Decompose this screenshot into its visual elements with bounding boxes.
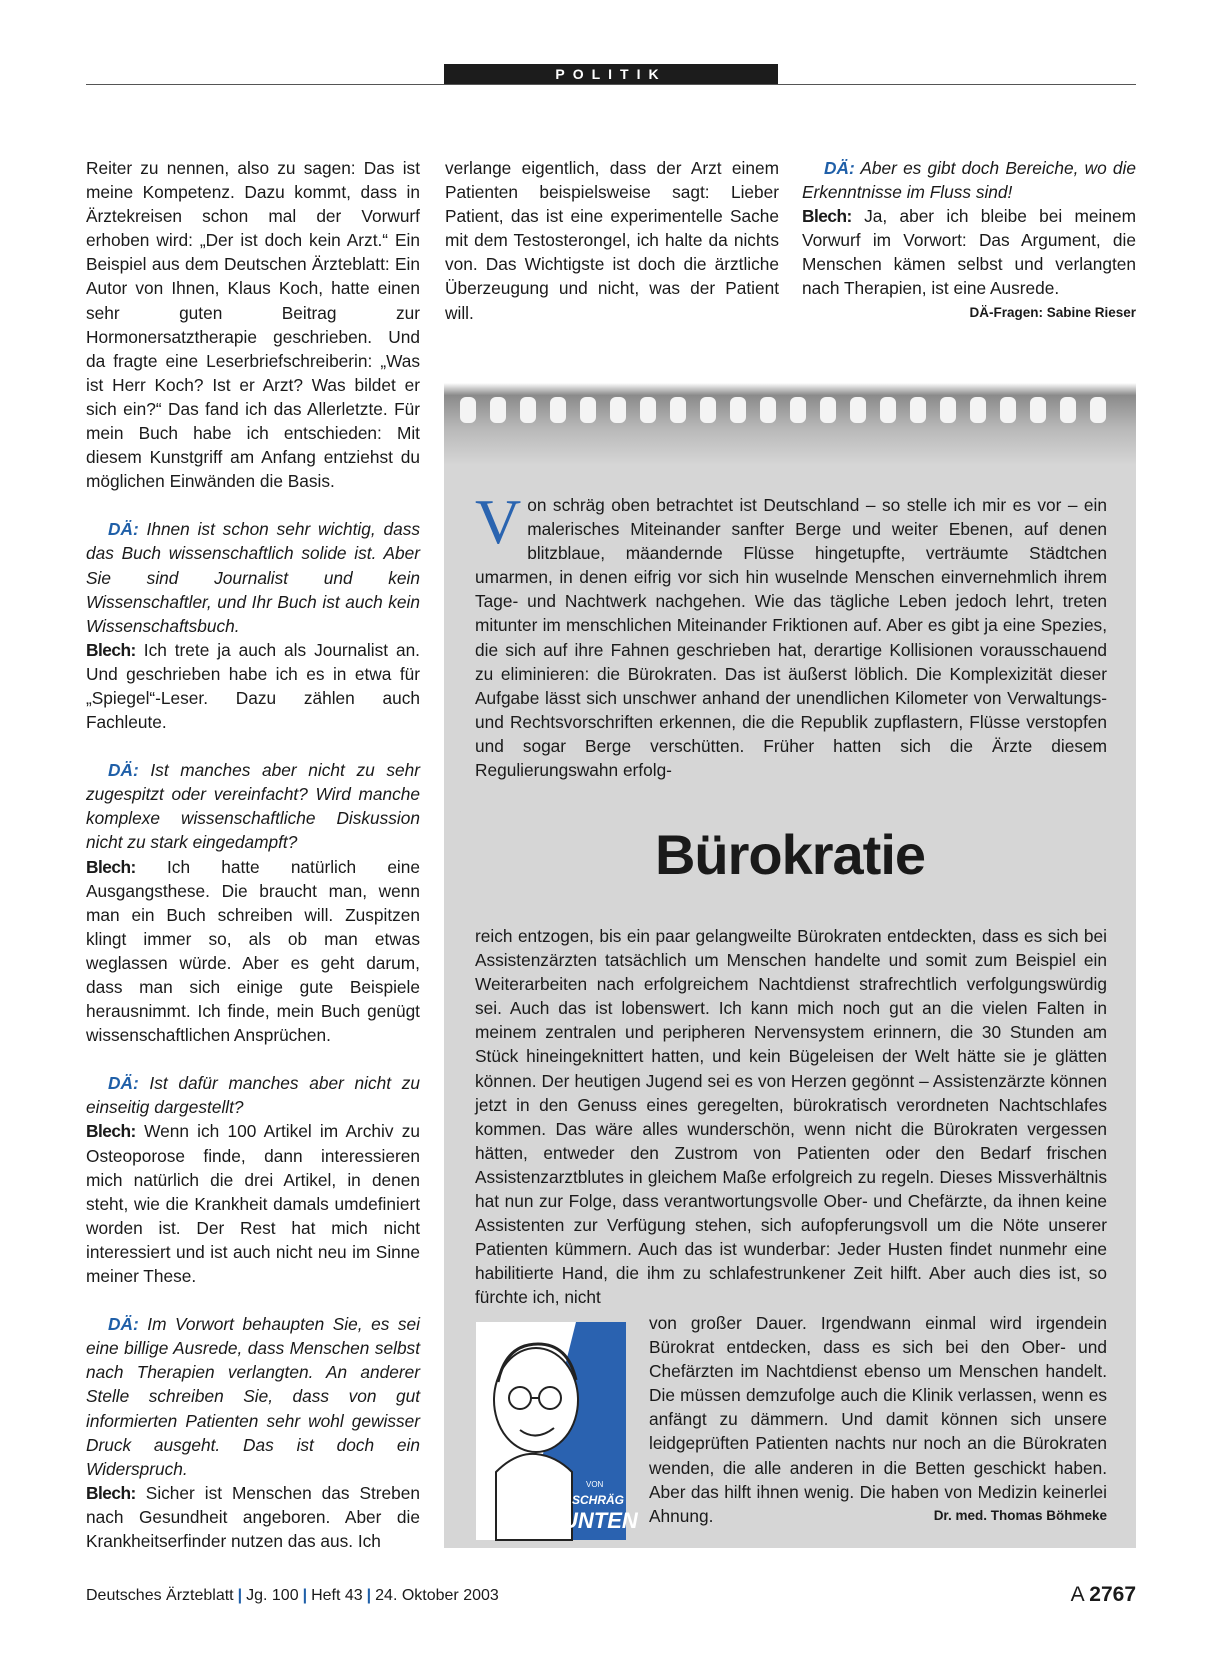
film-strip-decoration [444,383,1136,465]
section-label: POLITIK [444,64,778,85]
kolumne-text-bottom [475,924,1107,1310]
answer [86,1481,420,1553]
speaker-label: Blech: [802,206,852,227]
speaker-label: Blech: [86,1121,136,1142]
answer-text: Sicher ist Menschen das Streben nach Gesundheit angeboren. Aber die Krankheitserfinder nutzen das aus. Ich [86,1482,420,1551]
question [86,758,420,854]
paragraph: Reiter zu nennen, also zu sagen: Das ist meine Kompetenz. Dazu kommt, dass in Ärztekreisen schon mal der Vorwurf erhoben wird: „Der ist doch kein Arzt.“ Ein Beispiel aus dem Deutschen Ärzteblatt: Ein Autor von Ihnen, Klaus Koch, hatte einen sehr guten Beitrag zur Hormonersatztherapie geschrieben. Und da fragte eine Leserbriefschreiberin: „Was ist Herr Koch? Ist er Arzt? Was bildet er sich ein?“ Das fand ich das Allerletzte. Für mein Buch habe ich entschieden: Mit diesem Kunstgriff am Anfang entziehst du möglichen Einwänden die Basis. [86,158,420,492]
question [86,1071,420,1119]
answer-text: Ich hatte natürlich eine Ausgangsthese. Die braucht man, wenn man ein Buch schreiben will. Zuspitzen klingt immer so, als ob man etwas weglassen würde. Aber es geht darum, dass man sich einige gute Beispiele herausnimmt. Ich finde, mein Buch genügt wissenschaftlichen Ansprüchen. [86,856,420,1046]
kolumne-paragraph: von großer Dauer. Irgendwann einmal wird irgendein Bürokrat entdecken, dass es sich bei den Ober- und Chefärzten im Nachtdienst ebenso um Menschen handelt. Die müssen demzufolge auch die Klinik verlassen, wenn es anfängt zu dämmern. Und damit können sich unsere leidgeprüften Patienten nachts nur noch an die Bürokraten wenden, die alle anderen in die Betten geschickt haben. Aber das hilft ihnen wenig. Die haben von Medizin keinerlei Ahnung. [649,1313,1107,1526]
footer-separator: | [237,1587,243,1604]
question-text: Aber es gibt doch Bereiche, wo die Erkenntnisse im Fluss sind! [802,158,1136,203]
journal-name: Deutsches Ärzteblatt [86,1587,234,1604]
question [86,517,420,637]
question-text: Ist dafür manches aber nicht zu einseitig dargestellt? [86,1073,420,1118]
author-caricature-logo [476,1322,638,1540]
answer-text: Wenn ich 100 Artikel im Archiv zu Osteoporose finde, dann interessieren mich natürlich die drei Artikel, in denen steht, wie die Krankheit damals umdefiniert worden ist. Der Rest hat mich nicht interessiert und ist auch nicht neu im Sinne meiner These. [86,1121,420,1287]
page-prefix: A [1070,1583,1084,1606]
answer-text: Ich trete ja auch als Journalist an. Und geschrieben habe ich es in etwa für „Spiegel“-Leser. Dazu zählen auch Fachleute. [86,639,420,733]
question-label: DÄ: [108,1314,139,1335]
logo-text-small: VON [586,1480,604,1489]
answer [86,855,420,1048]
page-footer [86,1583,1136,1609]
footer-separator: | [302,1587,308,1604]
header-rule [86,84,1136,85]
kolumne-paragraph: reich entzogen, bis ein paar gelangweilte Bürokraten entdeckten, dass es sich bei Assistenzärzten tatsächlich um Menschen handelte und somit zum Beispiel ein Weiterarbeiten nach erfolgreichem Nachtdienst strafrechtlich verfolgungswürdig sei. Auch das ist lobenswert. Ich kann mich noch gut an die vielen Falten in meinem zentralen und peripheren Nervensystem erinnern, die 30 Stunden am Stück hineingeknittert hatten, und kein Bügeleisen der Welt hätte sie je glätten können. Der heutigen Jugend sei es von Herzen gegönnt – Assistenzärzte können jetzt in den Genuss eines geregelten, bürokratisch verordneten Nachtschlafes kommen. Das wäre alles wunderschön, wenn nicht die Bürokraten vergessen hätten, entweder den Zustrom von Patienten oder den Bedarf frischen Assistenzarztblutes in gleichem Maße erfolgreich zu regeln. Dieses Missverhältnis hat nun zur Folge, dass verantwortungsvolle Ober- und Chefärzte, da ihnen keine Assistenten zur Verfügung stehen, sich aufopferungsvoll um die Nöte unserer Patienten kümmern. Auch das ist wunderbar: Jeder Husten findet nunmehr eine habilitierte Hand, die ihm zu schlafestrunkener Zeit hilft. Aber auch dies ist, so fürchte ich, nicht [475,926,1107,1308]
kolumne-title: Bürokratie [654,823,926,886]
page-number-block [1071,1583,1136,1607]
kolumne-text-narrow [649,1311,1107,1528]
interview-column-1 [86,156,420,1553]
question-text: Ihnen ist schon sehr wichtig, dass das Buch wissenschaftlich solide ist. Aber Sie sind Journalist und kein Wissenschaftler, und Ihr Buch ist auch kein Wissenschaftsbuch. [86,519,420,636]
paragraph: verlange eigentlich, dass der Arzt einem Patienten beispielsweise sagt: Lieber Patient, das ist eine experimentelle Sache mit dem Testosterongel, ich halte da nichts von. Das Wichtigste ist doch die ärztliche Überzeugung und nicht, was der Patient will. [445,158,779,323]
kolumne-paragraph: on schräg oben betrachtet ist Deutschland – so stelle ich mir es vor – ein malerisches Miteinander sanfter Berge und weiter Ebenen, auf denen blitzblaue, mäandernde Flüsse hingetupfte, verträumte Städtchen umarmen, in denen eifrig vor sich hin wuselnde Menschen einvernehmlich ihrem Tage- und Nachtwerk nachgehen. Wie das tägliche Leben jedoch lehrt, treten mitunter im menschlichen Miteinander Friktionen auf. Aber es gibt ja eine Spezies, die sich auf ihre Fahnen geschrieben hat, derartige Kollisionen vorausschauend zu eliminieren: die Bürokraten. Das ist äußerst löblich. Die Komplexizität dieser Aufgabe lässt sich unschwer anhand der unendlichen Kilometer von Verwaltungs- und Rechtsvorschriften erkennen, die die Republik zupflastern, Flüsse verstopfen und sogar Berge verschütten. Früher hatten sich die Ärzte diesem Regulierungswahn erfolg- [475,495,1107,781]
interview-credit: DÄ-Fragen: Sabine Rieser [969,304,1136,320]
drop-cap: V [475,486,522,557]
logo-text-line1: SCHRÄG [572,1493,625,1507]
question [86,1312,420,1481]
interview-column-3 [802,156,1136,325]
answer [86,638,420,734]
question [802,156,1136,204]
speaker-label: Blech: [86,639,136,660]
question-label: DÄ: [108,1073,139,1094]
speaker-label: Blech: [86,856,136,877]
question-label: DÄ: [108,760,139,781]
question-text: Ist manches aber nicht zu sehr zugespitzt oder vereinfacht? Wird manche komplexe wissenschaftliche Diskussion nicht zu stark eingedampft? [86,760,420,853]
interview-column-2 [445,156,779,325]
page-number: 2767 [1089,1583,1136,1606]
question-text: Im Vorwort behaupten Sie, es sei eine billige Ausrede, dass Menschen selbst nach Therapien verlangten. An anderer Stelle schreiben Sie, dass von gut informierten Patienten sehr wohl gewisser Druck ausgeht. Das ist doch ein Widerspruch. [86,1314,420,1479]
answer [802,204,1136,320]
speaker-label: Blech: [86,1482,136,1503]
answer [86,1119,420,1288]
kolumne-author: Dr. med. Thomas Böhmeke [933,1507,1107,1523]
publication-date: 24. Oktober 2003 [375,1587,499,1604]
question-label: DÄ: [824,158,855,178]
kolumne-text-top [475,486,1107,782]
logo-text-line2: UNTEN [562,1508,638,1533]
journal-volume: Jg. 100 [246,1587,299,1604]
answer-text: Ja, aber ich bleibe bei meinem Vorwurf im Vorwort: Das Argument, die Menschen kämen selbst und verlangten nach Therapien, ist eine Ausrede. [802,206,1136,299]
footer-separator: | [366,1587,372,1604]
journal-issue: Heft 43 [311,1587,363,1604]
question-label: DÄ: [108,519,139,540]
